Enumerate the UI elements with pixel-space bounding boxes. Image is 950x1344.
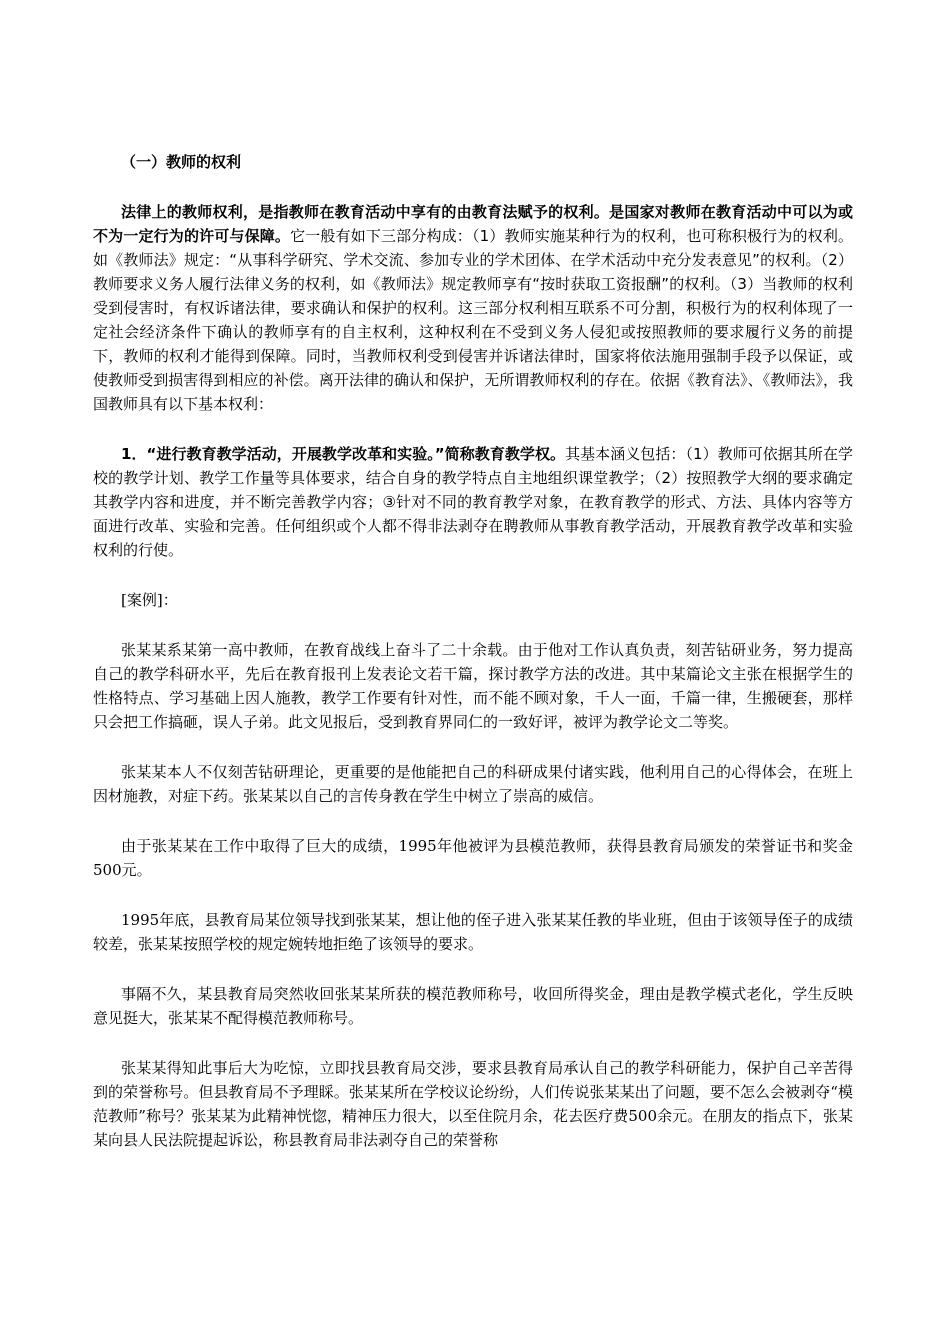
teaching-right-bold-text: 1．“进行教育教学活动，开展教学改革和实验。”简称教育教学权。 [121,445,566,463]
case-paragraph-1: 张某某系某第一高中教师，在教育战线上奋斗了二十余载。由于他对工作认真负责，刻苦钻研业务，努力提高自己的教学科研水平，先后在教育报刊上发表论文若干篇，探讨教学方法的改进。其中某篇论文主张在根据学生的性格特点、学习基础上因人施教，教学工作要有针对性，而不能不顾对象，千人一面，千篇一律，生搬硬套，那样只会把工作搞砸，误人子弟。此文见报后，受到教育界同仁的一致好评，被评为教学论文二等奖。 [93,641,853,731]
paragraph-teaching-right [93,442,853,562]
case-label: [案例]： [121,591,178,609]
case-paragraph-6: 张某某得知此事后大为吃惊，立即找县教育局交涉，要求县教育局承认自己的教学科研能力，保护自己辛苦得到的荣誉称号。但县教育局不予理睬。张某某所在学校议论纷纷，人们传说张某某出了问题，要不怎么会被剥夺“模范教师”称号？张某某为此精神恍惚，精神压力很大，以至住院月余，花去医疗费500余元。在朋友的指点下，张某某向县人民法院提起诉讼，称县教育局非法剥夺自己的荣誉称 [93,1059,853,1149]
teaching-right-body-text: 其基本涵义包括：（1）教师可依据其所在学校的教学计划、教学工作量等具体要求，结合自身的教学特点自主地组织课堂教学；（2）按照教学大纲的要求确定其教学内容和进度，并不断完善教学内容；③针对不同的教育教学对象，在教育教学的形式、方法、具体内容等方面进行改革、实验和完善。任何组织或个人都不得非法剥夺在聘教师从事教育教学活动，开展教育教学改革和实验权利的行使。 [93,445,853,559]
definition-bold-text: 法律上的教师权利，是指教师在教育活动中享有的由教育法赋予的权利。是国家对教师在教育活动中可以为或不为一定行为的许可与保障。 [93,203,853,245]
case-paragraph-2: 张某某本人不仅刻苦钻研理论，更重要的是他能把自己的科研成果付诸实践，他利用自己的心得体会，在班上因材施教，对症下药。张某某以自己的言传身教在学生中树立了崇高的威信。 [93,763,853,805]
section-heading: （一）教师的权利 [121,153,242,171]
document-page [93,150,853,1178]
definition-body-text: 它一般有如下三部分构成：（1）教师实施某种行为的权利，也可称积极行为的权利。如《教师法》规定：“从事科学研究、学术交流、参加专业的学术团体、在学术活动中充分发表意见”的权利。（2）教师要求义务人履行法律义务的权利，如《教师法》规定教师享有“按时获取工资报酬”的权利。（3）当教师的权利受到侵害时，有权诉诸法律，要求确认和保护的权利。这三部分权利相互联系不可分割，积极行为的权利体现了一定社会经济条件下确认的教师享有的自主权利，这种权利在不受到义务人侵犯或按照教师的要求履行义务的前提下，教师的权利才能得到保障。同时，当教师权利受到侵害并诉诸法律时，国家将依法施用强制手段予以保证，或使教师受到损害得到相应的补偿。离开法律的确认和保护，无所谓教师权利的存在。依据《教育法》、《教师法》，我国教师具有以下基本权利： [93,227,853,413]
paragraph-teacher-rights-definition [93,200,853,416]
case-paragraph-3: 由于张某某在工作中取得了巨大的成绩，1995年他被评为县模范教师，获得县教育局颁发的荣誉证书和奖金500元。 [93,837,853,879]
case-paragraph-4: 1995年底，县教育局某位领导找到张某某，想让他的侄子进入张某某任教的毕业班，但由于该领导侄子的成绩较差，张某某按照学校的规定婉转地拒绝了该领导的要求。 [93,911,853,953]
case-paragraph-5: 事隔不久，某县教育局突然收回张某某所获的模范教师称号，收回所得奖金，理由是教学模式老化，学生反映意见挺大，张某某不配得模范教师称号。 [93,985,853,1027]
